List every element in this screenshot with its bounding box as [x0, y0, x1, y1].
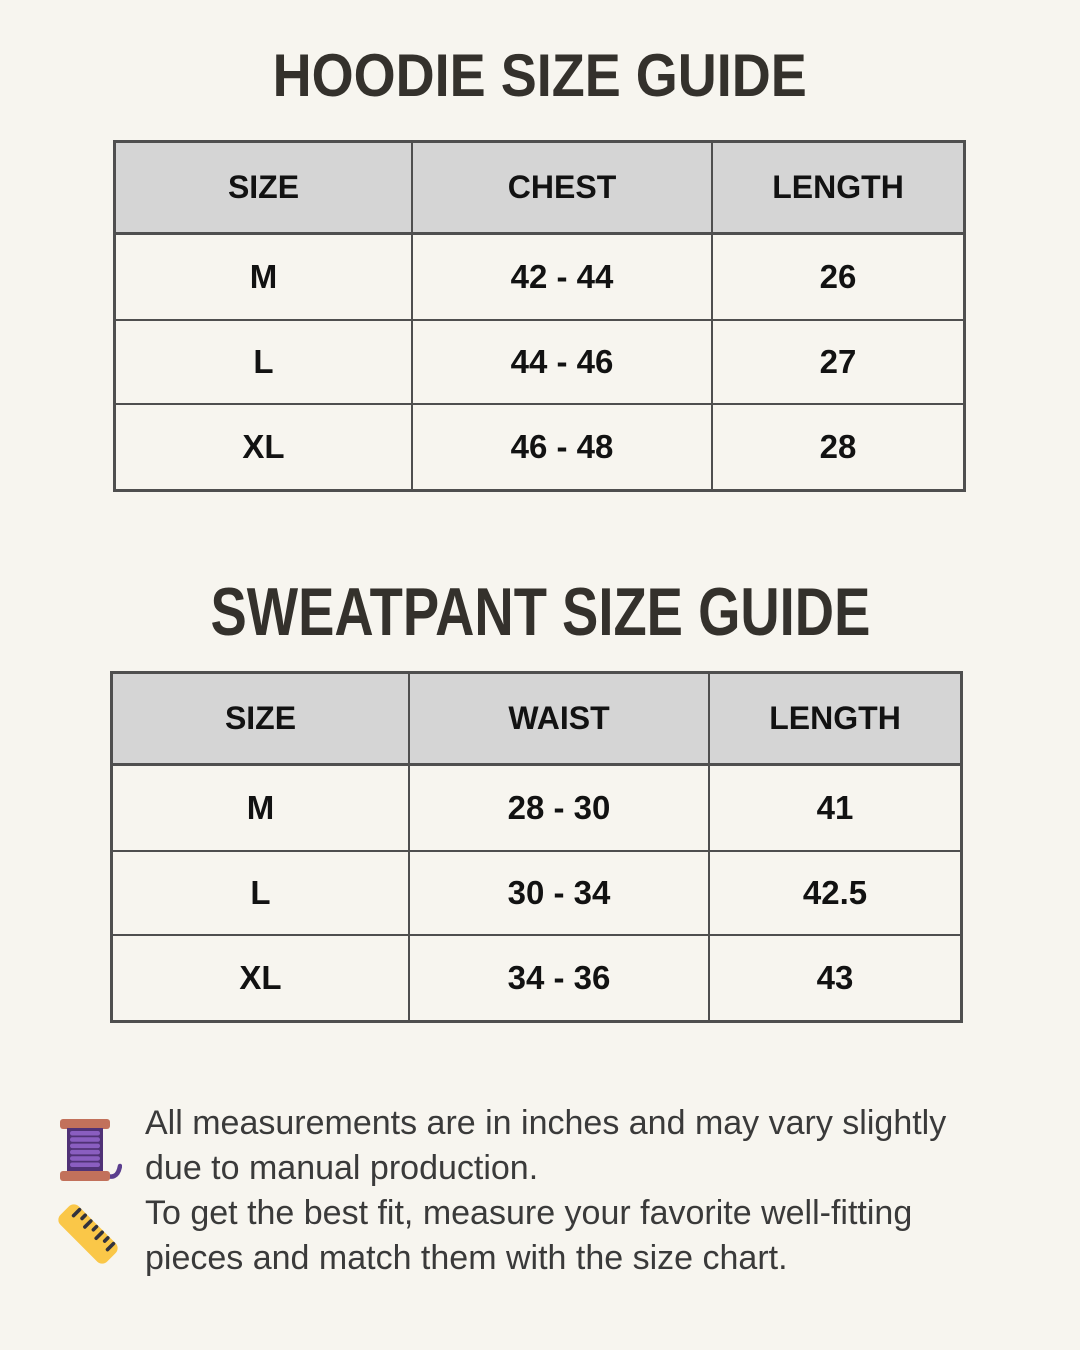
note-line: pieces and match them with the size chart. [145, 1239, 788, 1277]
table-cell: 44 - 46 [412, 320, 712, 405]
hoodie-column-header-length: LENGTH [712, 142, 964, 234]
table-cell: 34 - 36 [409, 935, 709, 1021]
table-cell: XL [115, 404, 413, 490]
table-cell: 30 - 34 [409, 851, 709, 936]
sweatpant-guide-title [0, 574, 1080, 650]
hoodie-column-header-size: SIZE [115, 142, 413, 234]
note-best-fit [145, 1191, 912, 1281]
table-cell: 28 [712, 404, 964, 490]
hoodie-table-row-l [115, 320, 965, 405]
sweatpant-column-header-waist: WAIST [409, 673, 709, 765]
note-measurements [145, 1101, 946, 1191]
sweatpant-size-table [110, 671, 963, 1023]
note-line: All measurements are in inches and may vary slightly [145, 1104, 947, 1142]
table-cell: 42.5 [709, 851, 961, 936]
table-cell: 46 - 48 [412, 404, 712, 490]
hoodie-table-row-m [115, 234, 965, 320]
table-cell: XL [112, 935, 410, 1021]
note-line: due to manual production. [145, 1149, 539, 1187]
table-cell: 43 [709, 935, 961, 1021]
sweatpant-guide-title-text: SWEATPANT SIZE GUIDE [210, 574, 870, 650]
sweatpant-column-header-size: SIZE [112, 673, 410, 765]
sweatpant-table-row-m [112, 765, 962, 851]
sweatpant-table-row-xl [112, 935, 962, 1021]
table-cell: 27 [712, 320, 964, 405]
sweatpant-table-header-row [112, 673, 962, 765]
table-cell: 28 - 30 [409, 765, 709, 851]
table-cell: M [112, 765, 410, 851]
thread-spool-icon [58, 1118, 122, 1184]
hoodie-table-row-xl [115, 404, 965, 490]
table-cell: 42 - 44 [412, 234, 712, 320]
sweatpant-column-header-length: LENGTH [709, 673, 961, 765]
table-cell: 26 [712, 234, 964, 320]
hoodie-column-header-chest: CHEST [412, 142, 712, 234]
hoodie-size-table [113, 140, 966, 492]
table-cell: M [115, 234, 413, 320]
table-cell: L [112, 851, 410, 936]
hoodie-table-header-row [115, 142, 965, 234]
note-line: To get the best fit, measure your favorite well-fitting [145, 1194, 913, 1232]
table-cell: L [115, 320, 413, 405]
ruler-icon [50, 1196, 126, 1272]
sweatpant-table-row-l [112, 851, 962, 936]
hoodie-guide-title-text: HOODIE SIZE GUIDE [272, 42, 808, 109]
table-cell: 41 [709, 765, 961, 851]
hoodie-guide-title [0, 42, 1080, 109]
